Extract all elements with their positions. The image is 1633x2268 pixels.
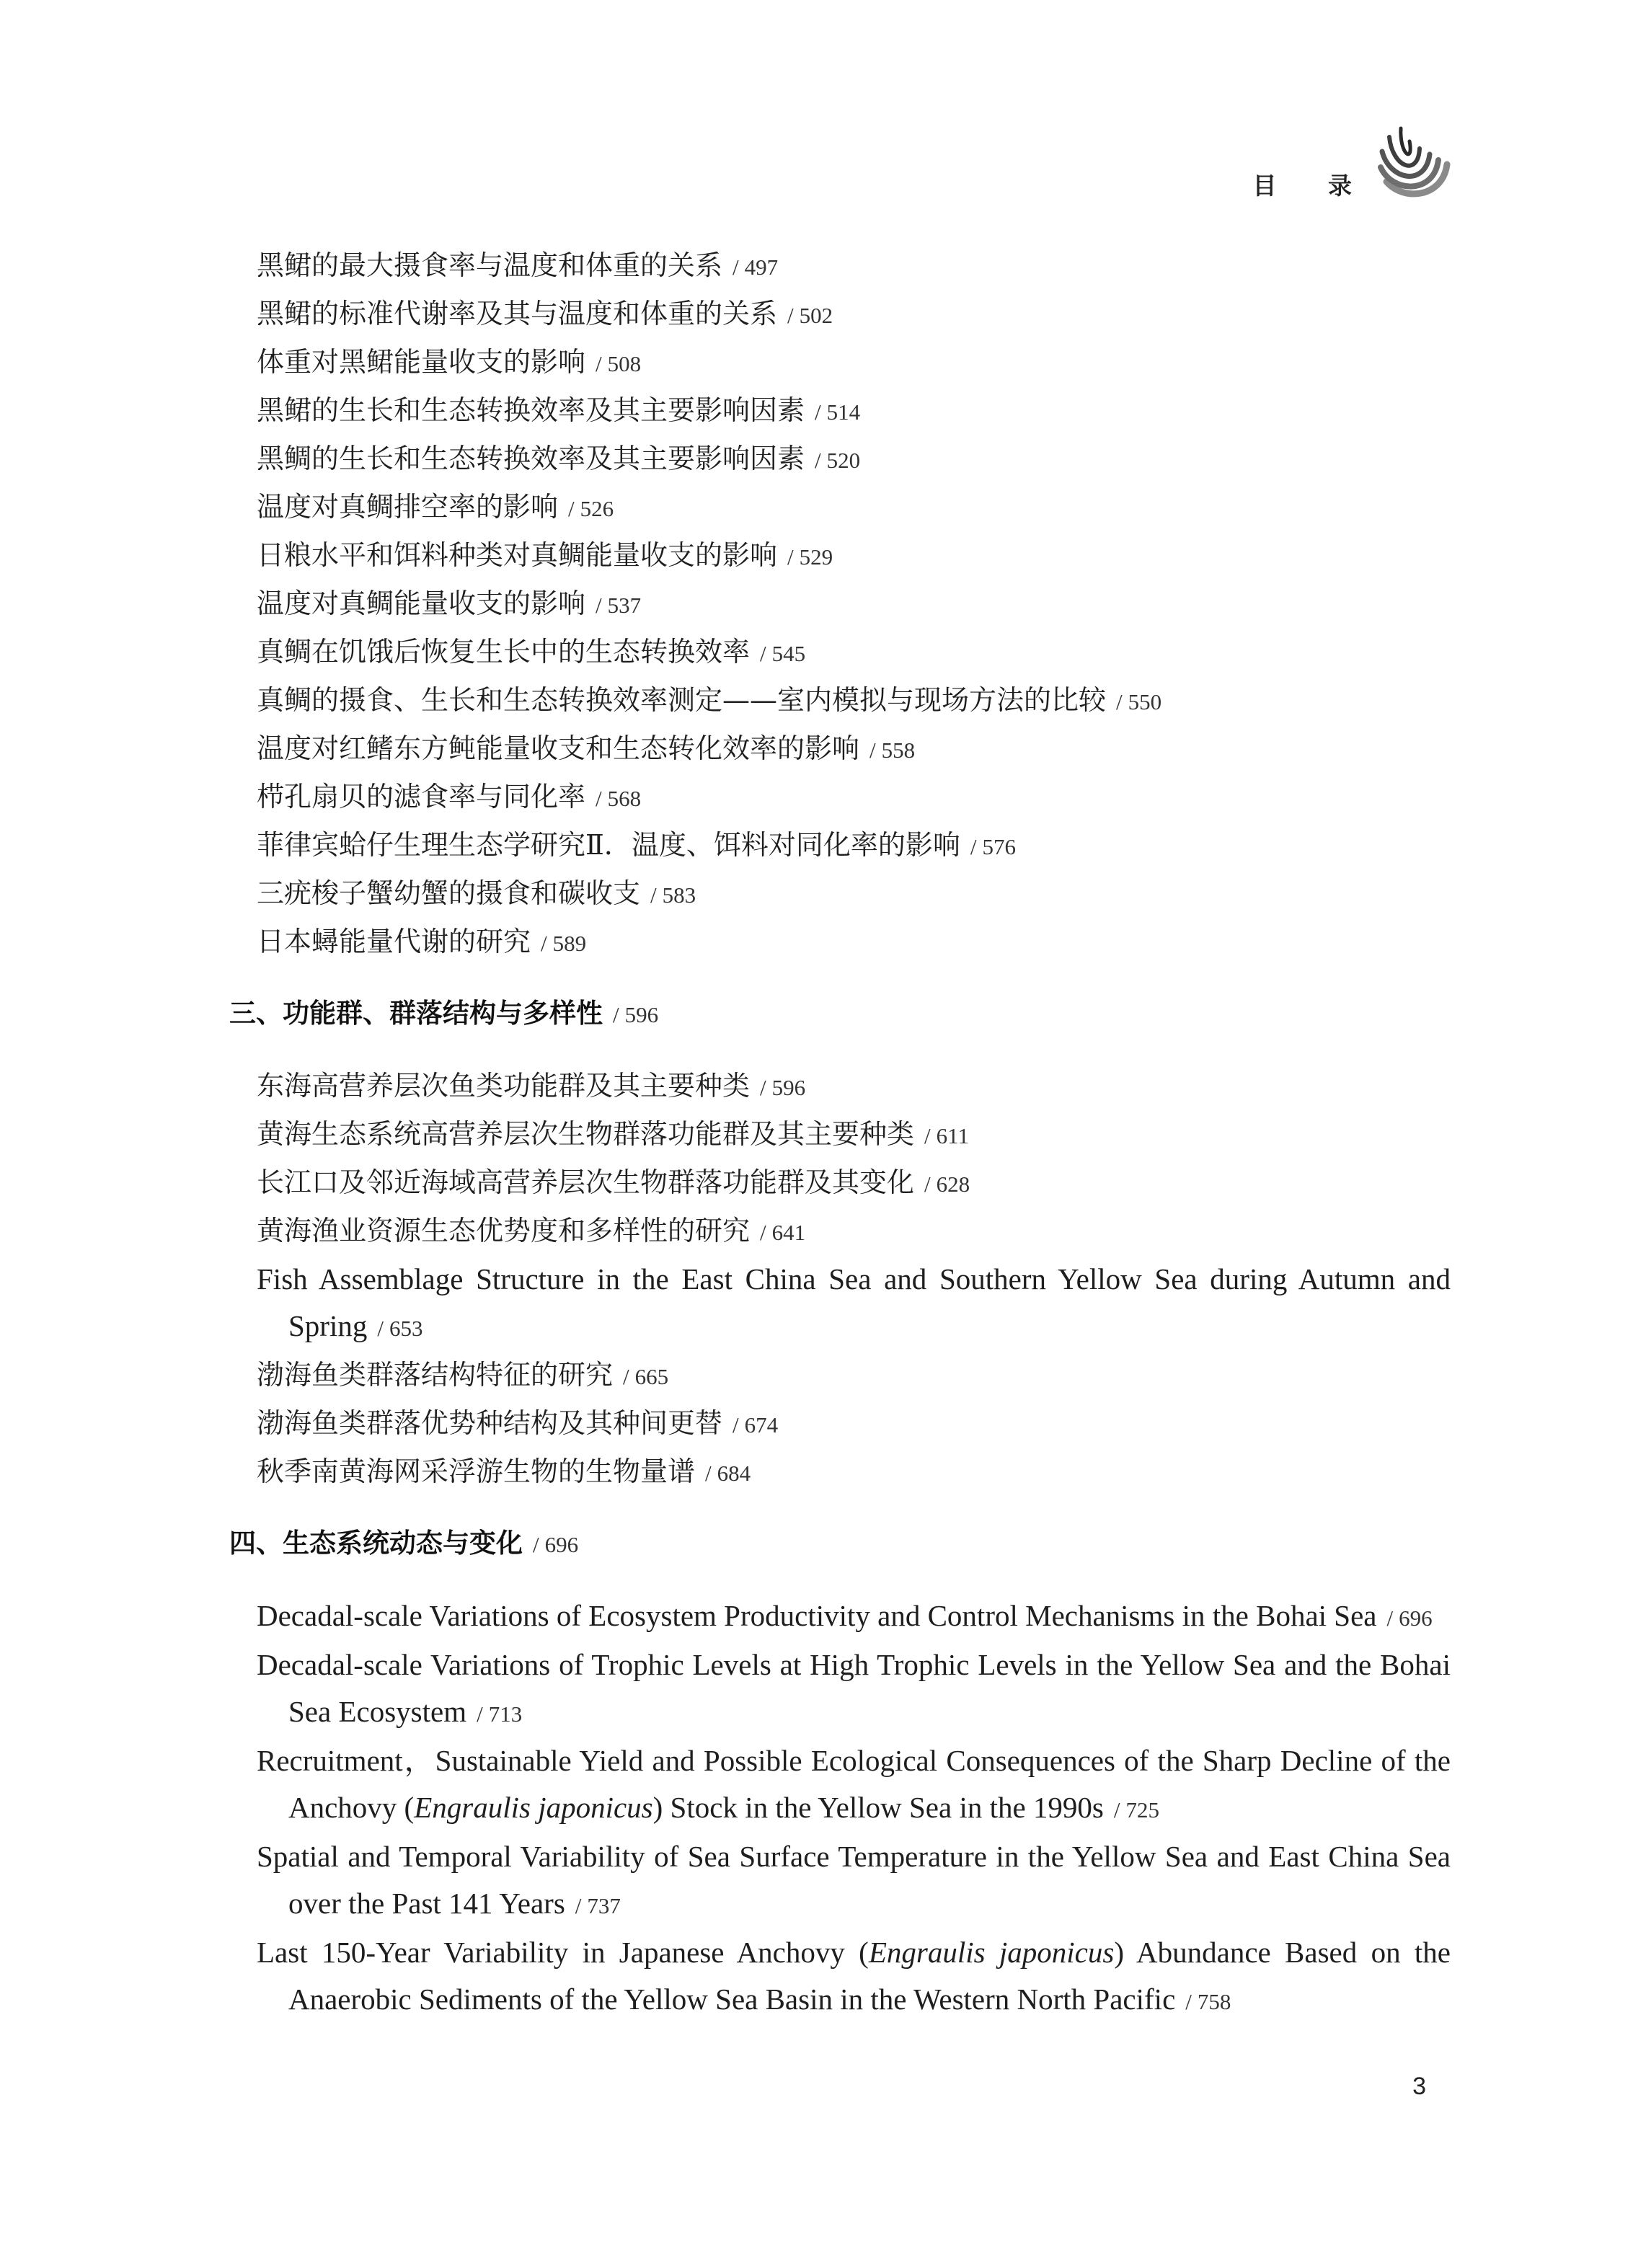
toc-entry-title: 渤海鱼类群落优势种结构及其种间更替 bbox=[257, 1407, 723, 1439]
toc-entry-page: 497 bbox=[744, 254, 779, 280]
toc-entry-page: 550 bbox=[1128, 689, 1162, 714]
section-page: 596 bbox=[624, 1002, 659, 1027]
toc-entry[interactable]: 温度对真鲷排空率的影响 / 526 bbox=[257, 491, 614, 523]
toc-entry-title: 东海高营养层次鱼类功能群及其主要种类 bbox=[257, 1070, 751, 1102]
toc-entry[interactable]: 黑鲪的最大摄食率与温度和体重的关系 / 497 bbox=[257, 249, 779, 281]
toc-entry[interactable]: Fish Assemblage Structure in the East China Sea and Southern Yellow Sea during Autumn and Spring / 653 bbox=[257, 1262, 1451, 1342]
toc-entry-title: 黑鲪的最大摄食率与温度和体重的关系 bbox=[257, 249, 723, 281]
toc-entry-page: 545 bbox=[771, 641, 806, 666]
toc-entry-title: 体重对黑鲪能量收支的影响 bbox=[257, 346, 586, 378]
toc-entry-page: 568 bbox=[607, 786, 642, 811]
toc-entry-title: 温度对红鳍东方鲀能量收支和生态转化效率的影响 bbox=[257, 732, 860, 764]
toc-entry-title: 秋季南黄海网采浮游生物的生物量谱 bbox=[257, 1456, 696, 1487]
section-title: 三、功能群、群落结构与多样性 bbox=[229, 998, 603, 1029]
toc-entry-page: 758 bbox=[1197, 1989, 1231, 2014]
toc-entry-title: Last 150-Year Variability in Japanese Anchovy (Engraulis japonicus) Abundance Based on the Anaerobic Sediments of the Yellow Sea Basin in the Western North Pacific bbox=[257, 1936, 1451, 2016]
toc-entry[interactable]: 渤海鱼类群落结构特征的研究 / 665 bbox=[257, 1359, 669, 1391]
toc-entry-page: 674 bbox=[744, 1412, 779, 1438]
toc-entry-page: 725 bbox=[1125, 1797, 1160, 1822]
toc-entry-page: 611 bbox=[936, 1123, 969, 1148]
toc-entry[interactable]: 温度对真鲷能量收支的影响 / 537 bbox=[257, 588, 642, 619]
toc-entry[interactable]: 黑鲪的生长和生态转换效率及其主要影响因素 / 514 bbox=[257, 394, 861, 426]
species-name: Engraulis japonicus bbox=[868, 1936, 1115, 1969]
toc-entry[interactable]: 东海高营养层次鱼类功能群及其主要种类 / 596 bbox=[257, 1070, 806, 1102]
toc-entry-page: 576 bbox=[982, 834, 1016, 859]
toc-entry[interactable]: 黑鲪的标准代谢率及其与温度和体重的关系 / 502 bbox=[257, 298, 833, 329]
toc-entry-page: 653 bbox=[389, 1316, 423, 1341]
toc-entry-title: 温度对真鲷能量收支的影响 bbox=[257, 588, 586, 619]
toc-entry[interactable]: 栉孔扇贝的滤食率与同化率 / 568 bbox=[257, 781, 642, 812]
toc-entry[interactable]: 温度对红鳍东方鲀能量收支和生态转化效率的影响 / 558 bbox=[257, 732, 916, 764]
section-heading[interactable]: 四、生态系统动态与变化 / 696 bbox=[229, 1528, 579, 1559]
toc-entry-page: 665 bbox=[634, 1364, 669, 1389]
toc-entry-title: Decadal-scale Variations of Trophic Levels at High Trophic Levels in the Yellow Sea and the Bohai Sea Ecosystem bbox=[257, 1648, 1451, 1728]
toc-entry[interactable]: Recruitment，Sustainable Yield and Possible Ecological Consequences of the Sharp Decline of the Anchovy (Engraulis japonicus) Stock in the Yellow Sea in the 1990s / 725 bbox=[257, 1744, 1451, 1824]
toc-entry[interactable]: 黑鲷的生长和生态转换效率及其主要影响因素 / 520 bbox=[257, 443, 861, 474]
toc-entry-page: 696 bbox=[1399, 1605, 1433, 1631]
toc-entry-title: 真鲷的摄食、生长和生态转换效率测定——室内模拟与现场方法的比较 bbox=[257, 684, 1107, 716]
toc-entry-page: 520 bbox=[826, 448, 861, 473]
toc-entry-page: 558 bbox=[881, 737, 916, 763]
toc-entry[interactable]: 菲律宾蛤仔生理生态学研究Ⅱ．温度、饵料对同化率的影响 / 576 bbox=[257, 829, 1016, 861]
toc-entry[interactable]: 日本蟳能量代谢的研究 / 589 bbox=[257, 926, 587, 957]
toc-entry-title: 温度对真鲷排空率的影响 bbox=[257, 491, 559, 523]
section-title: 四、生态系统动态与变化 bbox=[229, 1528, 523, 1559]
toc-entry[interactable]: 黄海渔业资源生态优势度和多样性的研究 / 641 bbox=[257, 1215, 806, 1246]
toc-entry-page: 713 bbox=[488, 1701, 523, 1727]
toc-entry-page: 589 bbox=[552, 931, 587, 956]
toc-entry-page: 514 bbox=[826, 399, 861, 425]
toc-entry[interactable]: 真鲷的摄食、生长和生态转换效率测定——室内模拟与现场方法的比较 / 550 bbox=[257, 684, 1162, 716]
toc-entry-page: 583 bbox=[662, 882, 696, 908]
toc-entry-page: 508 bbox=[607, 351, 642, 376]
section-heading[interactable]: 三、功能群、群落结构与多样性 / 596 bbox=[229, 998, 659, 1029]
toc-entry[interactable]: 黄海生态系统高营养层次生物群落功能群及其主要种类 / 611 bbox=[257, 1118, 969, 1150]
toc-entry[interactable]: 长江口及邻近海域高营养层次生物群落功能群及其变化 / 628 bbox=[257, 1166, 970, 1198]
toc-entry[interactable]: Decadal-scale Variations of Trophic Levels at High Trophic Levels in the Yellow Sea and the Bohai Sea Ecosystem / 713 bbox=[257, 1648, 1451, 1728]
toc-entry-page: 537 bbox=[607, 593, 642, 618]
swirl-logo-icon bbox=[1373, 123, 1453, 202]
toc-entry-title: 黄海生态系统高营养层次生物群落功能群及其主要种类 bbox=[257, 1118, 915, 1150]
toc-entry-page: 737 bbox=[587, 1893, 621, 1918]
toc-entry-title: 栉孔扇贝的滤食率与同化率 bbox=[257, 781, 586, 812]
toc-entry-title: 黑鲪的生长和生态转换效率及其主要影响因素 bbox=[257, 394, 805, 426]
toc-entry-title: 日本蟳能量代谢的研究 bbox=[257, 926, 531, 957]
toc-entry-title: 渤海鱼类群落结构特征的研究 bbox=[257, 1359, 614, 1391]
toc-entry-page: 526 bbox=[580, 496, 614, 521]
toc-entry[interactable]: 秋季南黄海网采浮游生物的生物量谱 / 684 bbox=[257, 1456, 751, 1487]
toc-entry[interactable]: 体重对黑鲪能量收支的影响 / 508 bbox=[257, 346, 642, 378]
toc-entry[interactable]: 真鲷在饥饿后恢复生长中的生态转换效率 / 545 bbox=[257, 636, 806, 668]
toc-entry-page: 641 bbox=[771, 1220, 806, 1245]
toc-entry-title: Spatial and Temporal Variability of Sea Surface Temperature in the Yellow Sea and East China Sea over the Past 141 Years bbox=[257, 1840, 1451, 1920]
toc-entry-title: 黑鲪的标准代谢率及其与温度和体重的关系 bbox=[257, 298, 778, 329]
toc-entry[interactable]: Spatial and Temporal Variability of Sea Surface Temperature in the Yellow Sea and East China Sea over the Past 141 Years / 737 bbox=[257, 1840, 1451, 1920]
toc-entry[interactable]: Decadal-scale Variations of Ecosystem Productivity and Control Mechanisms in the Bohai Sea / 696 bbox=[257, 1599, 1433, 1632]
toc-entry-title: 真鲷在饥饿后恢复生长中的生态转换效率 bbox=[257, 636, 751, 668]
toc-entry[interactable]: 三疣梭子蟹幼蟹的摄食和碳收支 / 583 bbox=[257, 877, 696, 909]
toc-entry-title: 三疣梭子蟹幼蟹的摄食和碳收支 bbox=[257, 877, 641, 909]
toc-entry[interactable]: 日粮水平和饵料种类对真鲷能量收支的影响 / 529 bbox=[257, 539, 833, 571]
toc-entry-title: Decadal-scale Variations of Ecosystem Productivity and Control Mechanisms in the Bohai Sea bbox=[257, 1599, 1377, 1632]
toc-entry-title: 日粮水平和饵料种类对真鲷能量收支的影响 bbox=[257, 539, 778, 571]
toc-entry-title: 菲律宾蛤仔生理生态学研究Ⅱ．温度、饵料对同化率的影响 bbox=[257, 829, 960, 861]
section-page: 696 bbox=[544, 1532, 579, 1557]
toc-entry-title: Recruitment，Sustainable Yield and Possible Ecological Consequences of the Sharp Decline of the Anchovy (Engraulis japonicus) Stock in the Yellow Sea in the 1990s bbox=[257, 1744, 1451, 1824]
toc-entry-title: Fish Assemblage Structure in the East China Sea and Southern Yellow Sea during Autumn and Spring bbox=[257, 1262, 1451, 1342]
toc-entry[interactable]: 渤海鱼类群落优势种结构及其种间更替 / 674 bbox=[257, 1407, 779, 1439]
toc-entry-title: 黑鲷的生长和生态转换效率及其主要影响因素 bbox=[257, 443, 805, 474]
page-number: 3 bbox=[1412, 2073, 1426, 2100]
table-of-contents bbox=[229, 242, 1451, 2025]
toc-entry-title: 长江口及邻近海域高营养层次生物群落功能群及其变化 bbox=[257, 1166, 915, 1198]
toc-entry-title: 黄海渔业资源生态优势度和多样性的研究 bbox=[257, 1215, 751, 1246]
toc-entry[interactable]: Last 150-Year Variability in Japanese Anchovy (Engraulis japonicus) Abundance Based on the Anaerobic Sediments of the Yellow Sea Basin in the Western North Pacific / 758 bbox=[257, 1936, 1451, 2016]
toc-entry-page: 529 bbox=[799, 544, 833, 570]
toc-entry-page: 596 bbox=[771, 1075, 806, 1100]
toc-entry-page: 684 bbox=[717, 1461, 751, 1486]
species-name: Engraulis japonicus bbox=[414, 1791, 653, 1824]
header-title: 目 录 bbox=[1252, 172, 1373, 200]
toc-entry-page: 628 bbox=[936, 1171, 970, 1197]
toc-entry-page: 502 bbox=[799, 303, 833, 328]
